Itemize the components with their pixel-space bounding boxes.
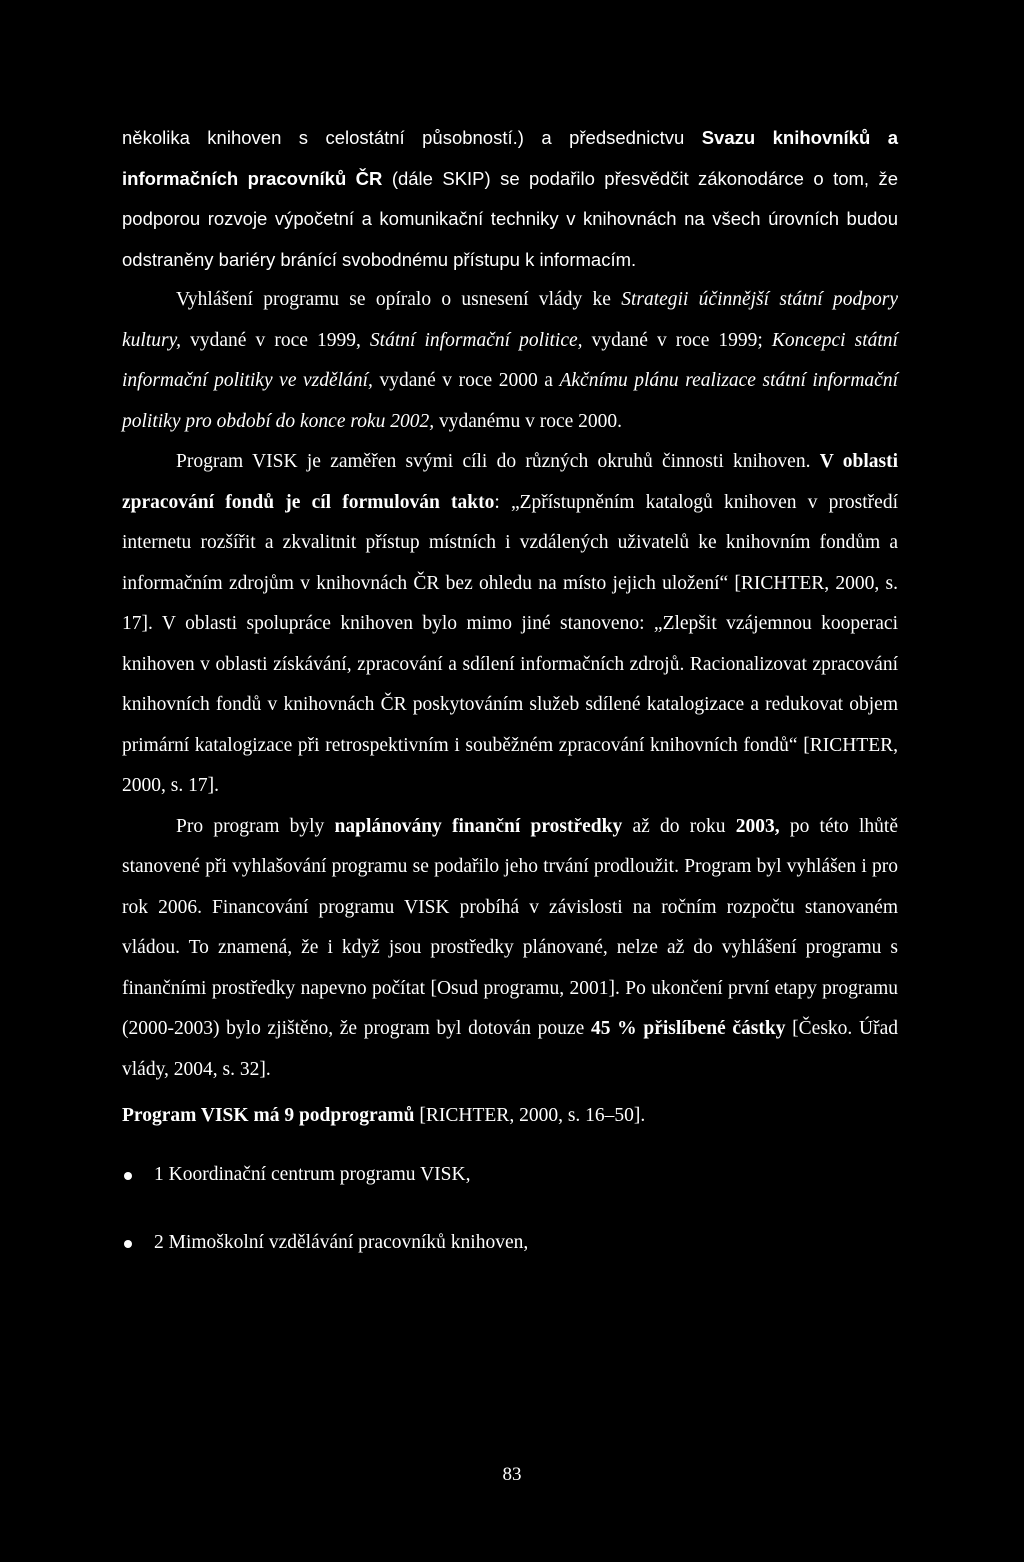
italic-run: Akčnímu plánu realizace státní informační politiky pro období do konce roku 2002,: [122, 370, 898, 432]
italic-run: Státní informační politice,: [369, 329, 583, 351]
list-item-text: 1 Koordinační centrum programu VISK,: [154, 1163, 471, 1185]
bold-run: 45 % přislíbené částky: [590, 1018, 786, 1039]
body-text: [122, 118, 898, 1292]
text-run: (dále SKIP) se podařilo přesvědčit zákonodárce o tom, že podporou rozvoje výpočetní a komunikační techniky v knihovnách na všech úrovních budou odstraněny bariéry bránící svobodnému přístupu k informacím.: [122, 167, 898, 270]
paragraph-program-focus: [122, 442, 898, 807]
list-item-text: 2 Mimoškolní vzdělávání pracovníků knihoven,: [154, 1232, 529, 1253]
text-run: vydanému v roce 2000.: [434, 410, 623, 432]
bold-run: 2003,: [735, 815, 780, 837]
paragraph-intro: [122, 118, 898, 280]
page-number: 83: [502, 1464, 522, 1485]
text-run: : „Zpřístupněním katalogů knihoven v prostředí internetu rozšířit a zkvalitnit přístup místních i vzdálených uživatelů ke knihovním fondům a informačním zdrojům v knihovnách ČR bez ohledu na místo jejich uložení“ [RICHTER, 2000, s. 17]. V oblasti spolupráce knihoven bylo mimo jiné stanoveno: „Zlepšit vzájemnou kooperaci knihoven v oblasti získávání, zpracování a sdílení informačních zdrojů. Racionalizovat zpracování knihovních fondů v knihovnách ČR poskytováním služeb sdílené katalogizace a redukovat objem primární katalogizace při retrospektivním i souběžném zpracování knihovních fondů“ [RICHTER, 2000, s. 17].: [122, 491, 898, 796]
text-run: po této lhůtě stanovené při vyhlašování programu se podařilo jeho trvání prodloužit. Program byl vyhlášen i pro rok 2006. Financování programu VISK probíhá v závislosti na ročním rozpočtu stanovaném vládou. To znamená, že i když jsou prostředky plánované, nelze až do vyhlášení programu s finančními prostředky napevno počítat [Osud programu, 2001]. Po ukončení první etapy programu (2000-2003) bylo zjištěno, že program byl dotován pouze: [122, 815, 899, 1039]
paragraph-subprograms: [122, 1096, 898, 1137]
list-item: [122, 1155, 898, 1196]
list-item: [122, 1223, 898, 1264]
text-run: Vyhlášení programu se opíralo o usnesení vlády ke: [176, 289, 622, 310]
text-run: až do roku: [622, 815, 736, 837]
bullet-icon: [124, 1240, 132, 1248]
text-run: Pro program byly: [176, 815, 335, 837]
paragraph-program-basis: [122, 280, 898, 442]
bold-run: Program VISK má 9 podprogramů: [122, 1105, 415, 1126]
bullet-icon: [124, 1172, 132, 1180]
text-run: [Česko. Úřad vlády, 2004, s. 32].: [122, 1018, 898, 1080]
paragraph-funding: [122, 807, 898, 1091]
subprogram-list: [122, 1155, 898, 1264]
bold-run: Svazu knihovníků a informačních pracovníků ČR: [122, 127, 898, 189]
text-run: Program VISK je zaměřen svými cíli do různých okruhů činnosti knihoven.: [176, 451, 820, 472]
text-run: několika knihoven s celostátní působností.) a předsednictvu: [122, 127, 702, 148]
bold-run: V oblasti zpracování fondů je cíl formulován takto: [122, 451, 898, 513]
text-run: vydané v roce 1999,: [181, 329, 370, 351]
text-run: vydané v roce 1999;: [582, 329, 772, 351]
italic-run: Strategii účinnější státní podpory kultury,: [122, 289, 898, 351]
text-run: [RICHTER, 2000, s. 16–50].: [414, 1105, 646, 1126]
text-run: vydané v roce 2000 a: [372, 370, 560, 391]
italic-run: Koncepci státní informační politiky ve vzdělání,: [122, 329, 898, 391]
bold-run: naplánovány finanční prostředky: [334, 815, 623, 837]
